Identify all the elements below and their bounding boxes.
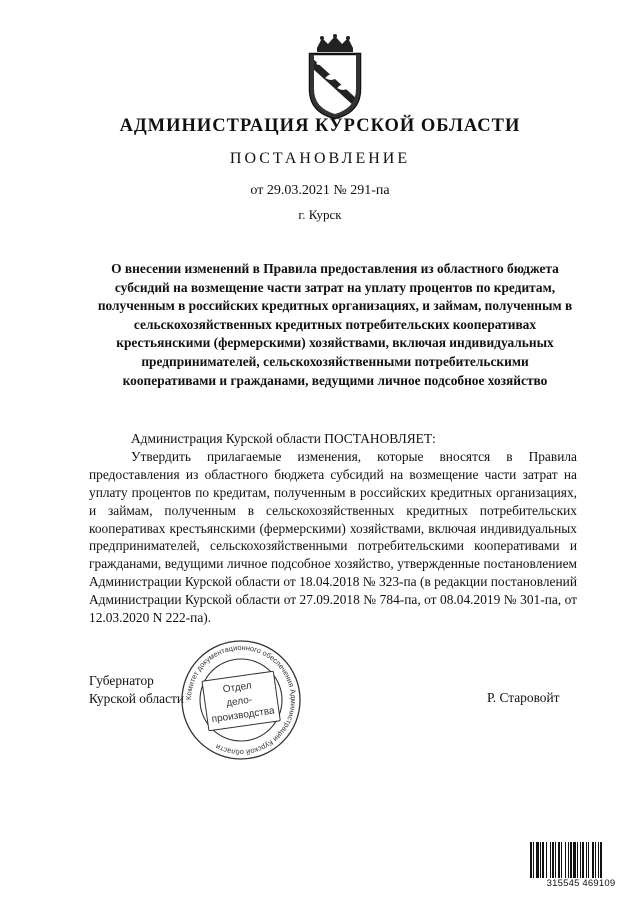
barcode-bar <box>561 842 562 878</box>
body-paragraph: Утвердить прилагаемые изменения, которые вносятся в Правила предоставления из областного бюджета субсидий на возмещение части затрат на уплату процентов по кредитам, полученным в российских кредитных организациях, и займам, полученным в сельскохозяйственных кредитных потребительских кооперативах крестьянскими (фермерскими) хозяйствами, включая индивидуальных предпринимателей, сельскохозяйственными потребительскими кооперативами и гражданами, ведущими личное подсобное хозяйство, утвержденные постановлением Администрации Курской области от 18.04.2018 № 323-па (в редакции постановлений Администрации Курской области от 27.09.2018 № 784-па, от 08.04.2019 № 301-па, от 12.03.2020 N 222-па). <box>89 448 577 626</box>
org-title: АДМИНИСТРАЦИЯ КУРСКОЙ ОБЛАСТИ <box>119 116 521 136</box>
stamp-line-3: производства <box>210 705 276 726</box>
barcode-bar <box>580 842 581 878</box>
barcode <box>530 842 630 882</box>
barcode-bar <box>592 842 594 878</box>
signatory-title-line1: Губернатор <box>89 673 154 688</box>
document-subject: О внесении изменений в Правила предоставления из областного бюджета субсидий на возмещение части затрат на уплату процентов по кредитам, полученным в российских кредитных организациях, и займам, полученным в сельскохозяйственных кредитных потребительских кооперативах крестьянскими (фермерскими) хозяйствами, включая индивидуальных предпринимателей, сельскохозяйственными потребительскими кооперативами и гражданами, ведущими личное подсобное хозяйство <box>97 261 573 388</box>
official-stamp <box>179 638 303 762</box>
barcode-bar <box>588 842 589 878</box>
signatory-name: Р. Старовойт <box>487 690 560 705</box>
barcode-number: 315545 469109 <box>546 878 616 889</box>
kursk-coat-of-arms-icon <box>300 34 370 120</box>
barcode-bar <box>546 842 547 878</box>
barcode-bar <box>550 842 551 878</box>
barcode-bar <box>558 842 560 878</box>
barcode-bar <box>582 842 584 878</box>
barcode-bar <box>568 842 569 878</box>
stamp-ring-text: Комитет документационного обеспечения Администрации Курской области <box>183 642 299 758</box>
barcode-bar <box>586 842 587 878</box>
barcode-bar <box>530 842 532 878</box>
barcode-bar <box>595 842 596 878</box>
barcode-bar <box>598 842 599 878</box>
barcode-bar <box>552 842 554 878</box>
barcode-bar <box>600 842 602 878</box>
body-intro: Администрация Курской области ПОСТАНОВЛЯЕТ: <box>131 431 436 446</box>
barcode-bar <box>536 842 539 878</box>
barcode-bar <box>555 842 556 878</box>
stamp-line-2: дело- <box>225 694 253 710</box>
document-body <box>89 430 577 627</box>
document-city: г. Курск <box>298 207 342 222</box>
barcode-bar <box>570 842 572 878</box>
stamp-line-1: Отдел <box>222 680 253 696</box>
barcode-bar <box>577 842 578 878</box>
document-date-number: от 29.03.2021 № 291-па <box>250 183 390 198</box>
barcode-bar <box>533 842 534 878</box>
document-type: ПОСТАНОВЛЕНИЕ <box>229 150 411 167</box>
signatory-title-line2: Курской области <box>89 690 185 706</box>
signatory-title <box>89 672 184 707</box>
barcode-bar <box>540 842 541 878</box>
barcode-bar <box>542 842 544 878</box>
barcode-bar <box>565 842 566 878</box>
barcode-bar <box>573 842 576 878</box>
